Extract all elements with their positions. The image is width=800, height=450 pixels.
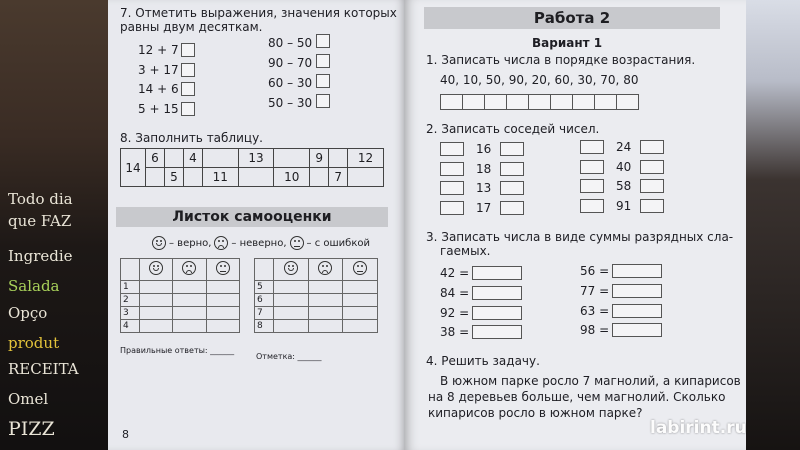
mark-cell[interactable] (308, 294, 343, 307)
table-cell: 11 (202, 168, 238, 187)
row-number: 4 (121, 320, 140, 333)
mark-cell[interactable] (274, 294, 309, 307)
work-header: Работа 2 (424, 7, 720, 29)
mark-cell[interactable] (140, 320, 173, 333)
table-cell: 13 (238, 149, 274, 168)
row-number: 8 (255, 320, 274, 333)
self-assessment-header: Листок самооценки (116, 207, 388, 227)
expr: 12 + 7 (138, 43, 179, 57)
table-cell: 12 (348, 149, 384, 168)
check-box[interactable] (316, 74, 330, 88)
correct-answers-label: Правильные ответы: ______ (120, 346, 235, 355)
neutral-face-icon (290, 236, 304, 250)
neighbor-number: 40 (616, 160, 632, 174)
bg-word: que FAZ (8, 212, 72, 230)
table-cell: 9 (310, 149, 329, 168)
row-number: 1 (121, 281, 140, 294)
neighbor-number: 58 (616, 179, 632, 193)
bg-word: PIZZ (8, 418, 55, 440)
answer-cells[interactable] (440, 94, 638, 110)
task3-title-cont: гаемых. (440, 244, 491, 258)
neighbor-box[interactable] (440, 162, 464, 176)
neighbor-number: 13 (476, 181, 492, 195)
neighbor-number: 24 (616, 140, 632, 154)
legend-correct: – верно, (169, 237, 212, 249)
table-cell (348, 168, 384, 187)
task1-numbers: 40, 10, 50, 90, 20, 60, 30, 70, 80 (440, 73, 639, 87)
row-number: 2 (121, 294, 140, 307)
page-number: 8 (122, 428, 129, 441)
sum-expression: 63 = (580, 304, 610, 318)
sum-box[interactable] (612, 284, 662, 298)
sum-expression: 92 = (440, 306, 470, 320)
table-cell (164, 149, 183, 168)
background-chalkboard (0, 0, 112, 450)
problem-text-line: на 8 деревьев больше, чем магнолий. Сколько (428, 390, 726, 404)
neighbor-number: 16 (476, 142, 492, 156)
neighbor-box[interactable] (580, 179, 604, 193)
mark-cell[interactable] (308, 320, 343, 333)
legend-error: – с ошибкой (306, 237, 370, 249)
table-cell: 4 (183, 149, 202, 168)
sum-box[interactable] (612, 304, 662, 318)
mark-cell[interactable] (308, 307, 343, 320)
mark-cell[interactable] (308, 281, 343, 294)
face-legend (152, 236, 370, 250)
sum-box[interactable] (472, 286, 522, 300)
self-table-left (120, 258, 240, 333)
neighbor-box[interactable] (500, 162, 524, 176)
table-cell: 14 (121, 149, 146, 187)
neutral-face-icon (353, 261, 367, 275)
row-number: 6 (255, 294, 274, 307)
expr: 80 – 50 (268, 36, 313, 50)
background-right (744, 0, 800, 450)
check-box[interactable] (316, 54, 330, 68)
check-box[interactable] (316, 94, 330, 108)
number-table (120, 148, 384, 187)
neighbor-box[interactable] (440, 181, 464, 195)
check-box[interactable] (181, 63, 195, 77)
grade-label: Отметка: ______ (256, 352, 322, 361)
neighbor-box[interactable] (500, 201, 524, 215)
mark-cell[interactable] (140, 281, 173, 294)
left-page (108, 0, 406, 450)
table-cell: 10 (274, 168, 310, 187)
neutral-face-icon (216, 261, 230, 275)
smile-face-icon (149, 261, 163, 275)
mark-cell[interactable] (173, 294, 206, 307)
legend-wrong: – неверно, (231, 237, 287, 249)
bg-word: Todo dia (8, 190, 73, 208)
bg-word: Salada (8, 277, 60, 295)
neighbor-box[interactable] (440, 142, 464, 156)
mark-cell[interactable] (274, 281, 309, 294)
mark-cell[interactable] (173, 281, 206, 294)
sum-box[interactable] (472, 266, 522, 280)
neighbor-number: 18 (476, 162, 492, 176)
sum-box[interactable] (612, 323, 662, 337)
row-number: 7 (255, 307, 274, 320)
sum-box[interactable] (472, 306, 522, 320)
check-box[interactable] (181, 102, 195, 116)
task3-title: 3. Записать числа в виде суммы разрядных сла- (426, 230, 734, 244)
sad-face-icon (182, 261, 196, 275)
watermark: labirint.ru (650, 418, 747, 438)
task8-title: 8. Заполнить таблицу. (120, 131, 263, 145)
bg-word: Ingredie (8, 247, 73, 265)
row-number: 3 (121, 307, 140, 320)
sum-expression: 56 = (580, 264, 610, 278)
table-cell: 6 (146, 149, 165, 168)
neighbor-box[interactable] (640, 140, 664, 154)
task2-title: 2. Записать соседей чисел. (426, 122, 600, 136)
sum-expression: 38 = (440, 325, 470, 339)
sum-box[interactable] (472, 325, 522, 339)
table-cell: 7 (329, 168, 348, 187)
neighbor-box[interactable] (580, 199, 604, 213)
mark-cell[interactable] (206, 294, 239, 307)
smile-face-icon (152, 236, 166, 250)
sum-box[interactable] (612, 264, 662, 278)
neighbor-box[interactable] (500, 142, 524, 156)
mark-cell[interactable] (343, 294, 378, 307)
neighbor-box[interactable] (640, 199, 664, 213)
check-box[interactable] (181, 43, 195, 57)
bg-word: RECEITA (8, 360, 79, 378)
check-box[interactable] (181, 82, 195, 96)
neighbor-box[interactable] (640, 179, 664, 193)
mark-cell[interactable] (173, 320, 206, 333)
task1-title: 1. Записать числа в порядке возрастания. (426, 53, 696, 67)
bg-word: Omel (8, 390, 49, 408)
sum-expression: 77 = (580, 284, 610, 298)
mark-cell[interactable] (343, 307, 378, 320)
problem-text-line: кипарисов росло в южном парке? (428, 406, 643, 420)
expr: 5 + 15 (138, 102, 179, 116)
neighbor-box[interactable] (440, 201, 464, 215)
table-cell (202, 149, 238, 168)
expr: 90 – 70 (268, 56, 313, 70)
table-cell (146, 168, 165, 187)
problem-text-line: В южном парке росло 7 магнолий, а кипарисов (440, 374, 741, 388)
table-cell (329, 149, 348, 168)
neighbor-number: 91 (616, 199, 632, 213)
neighbor-box[interactable] (500, 181, 524, 195)
table-cell (310, 168, 329, 187)
mark-cell[interactable] (140, 307, 173, 320)
sum-expression: 42 = (440, 266, 470, 280)
variant-title: Вариант 1 (532, 36, 603, 50)
table-cell: 5 (164, 168, 183, 187)
neighbor-box[interactable] (580, 140, 604, 154)
check-box[interactable] (316, 34, 330, 48)
task4-title: 4. Решить задачу. (426, 354, 540, 368)
right-page (404, 0, 746, 450)
mark-cell[interactable] (173, 307, 206, 320)
table-cell (183, 168, 202, 187)
bg-word: produt (8, 334, 60, 352)
sum-expression: 84 = (440, 286, 470, 300)
expr: 50 – 30 (268, 96, 313, 110)
expr: 60 – 30 (268, 76, 313, 90)
mark-cell[interactable] (206, 281, 239, 294)
mark-cell[interactable] (140, 294, 173, 307)
smile-face-icon (284, 261, 298, 275)
task7-title-cont: равны двум десяткам. (120, 20, 263, 34)
sad-face-icon (318, 261, 332, 275)
mark-cell[interactable] (206, 320, 239, 333)
self-table-right (254, 258, 378, 333)
sum-expression: 98 = (580, 323, 610, 337)
mark-cell[interactable] (274, 307, 309, 320)
mark-cell[interactable] (206, 307, 239, 320)
expr: 14 + 6 (138, 82, 179, 96)
mark-cell[interactable] (343, 320, 378, 333)
neighbor-box[interactable] (580, 160, 604, 174)
neighbor-box[interactable] (640, 160, 664, 174)
task7-title: 7. Отметить выражения, значения которых (120, 6, 397, 20)
mark-cell[interactable] (343, 281, 378, 294)
row-number: 5 (255, 281, 274, 294)
sad-face-icon (214, 236, 228, 250)
mark-cell[interactable] (274, 320, 309, 333)
table-cell (238, 168, 274, 187)
expr: 3 + 17 (138, 63, 179, 77)
neighbor-number: 17 (476, 201, 492, 215)
table-cell (274, 149, 310, 168)
bg-word: Opço (8, 304, 48, 322)
